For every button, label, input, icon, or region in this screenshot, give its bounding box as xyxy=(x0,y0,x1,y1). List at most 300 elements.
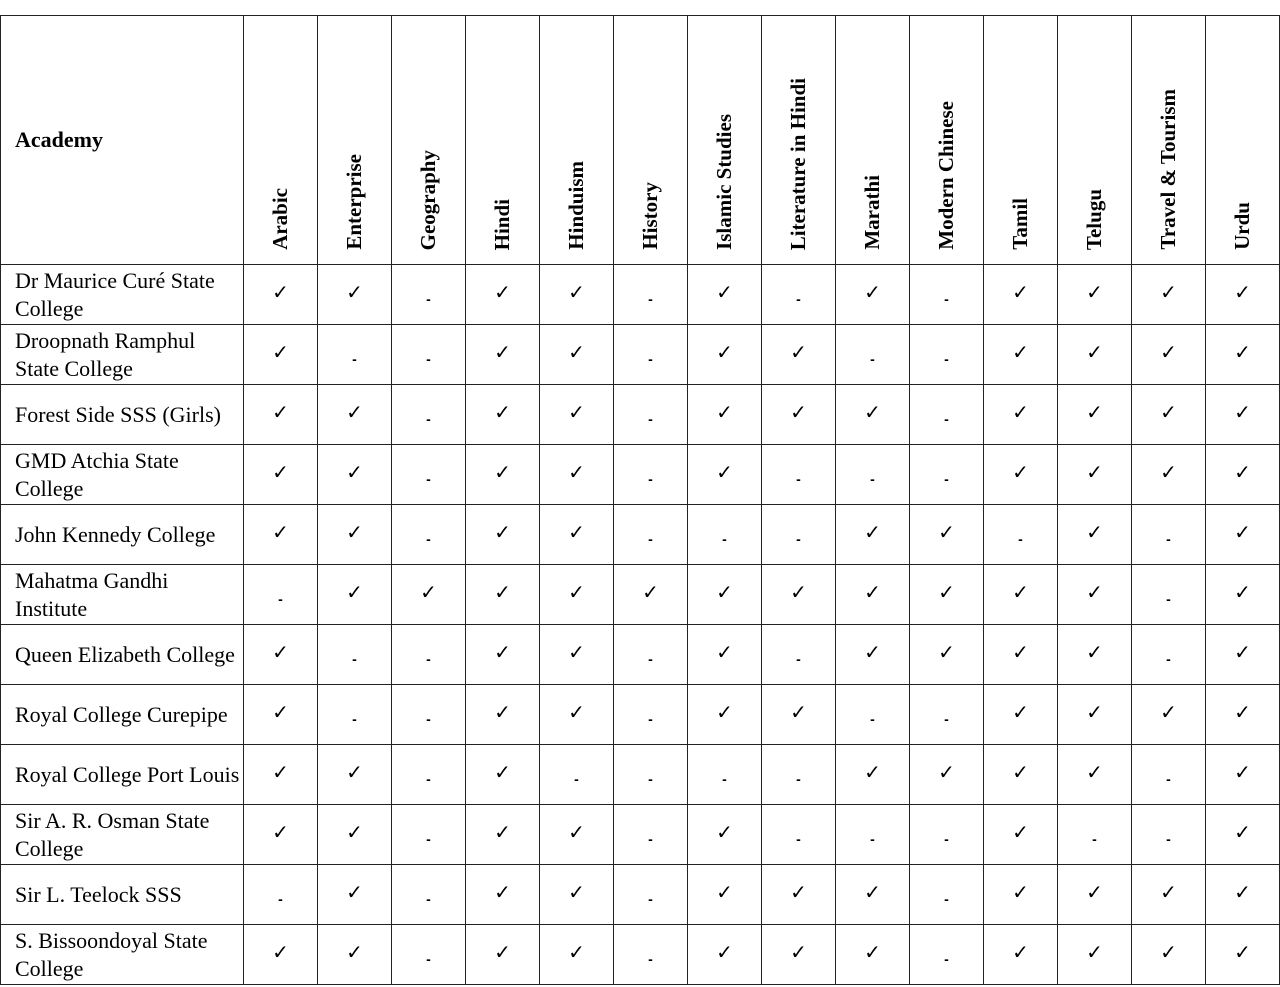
checkmark-icon: ✓ xyxy=(346,279,363,304)
dash-icon: - xyxy=(648,470,653,487)
availability-cell xyxy=(540,385,614,445)
dash-icon: - xyxy=(1166,830,1171,847)
dash-icon: - xyxy=(352,650,357,667)
dash-icon: - xyxy=(352,710,357,727)
dash-icon: - xyxy=(1166,530,1171,547)
column-header-geography xyxy=(392,16,466,265)
availability-cell xyxy=(1132,265,1206,325)
column-header-label: Geography xyxy=(416,149,440,250)
dash-icon: - xyxy=(796,770,801,787)
checkmark-icon: ✓ xyxy=(1086,339,1103,364)
dash-icon: - xyxy=(796,530,801,547)
availability-cell xyxy=(466,865,540,925)
availability-cell xyxy=(1058,265,1132,325)
availability-cell xyxy=(1132,325,1206,385)
dash-icon: - xyxy=(426,470,431,487)
checkmark-icon: ✓ xyxy=(568,819,585,844)
availability-cell xyxy=(984,625,1058,685)
availability-cell xyxy=(762,685,836,745)
academy-name: Royal College Curepipe xyxy=(1,685,244,745)
checkmark-icon: ✓ xyxy=(1012,279,1029,304)
checkmark-icon: ✓ xyxy=(864,519,881,544)
checkmark-icon: ✓ xyxy=(790,699,807,724)
checkmark-icon: ✓ xyxy=(272,819,289,844)
availability-cell xyxy=(466,265,540,325)
availability-cell xyxy=(984,925,1058,985)
availability-cell xyxy=(244,745,318,805)
availability-cell xyxy=(318,865,392,925)
checkmark-icon: ✓ xyxy=(790,339,807,364)
dash-icon: - xyxy=(648,890,653,907)
checkmark-icon: ✓ xyxy=(790,879,807,904)
dash-icon: - xyxy=(722,770,727,787)
availability-cell xyxy=(836,325,910,385)
dash-icon: - xyxy=(426,830,431,847)
dash-icon: - xyxy=(944,890,949,907)
availability-cell xyxy=(540,925,614,985)
academy-name: Droopnath Ramphul State College xyxy=(1,325,244,385)
availability-cell xyxy=(836,565,910,625)
dash-icon: - xyxy=(426,890,431,907)
dash-icon: - xyxy=(796,650,801,667)
dash-icon: - xyxy=(944,290,949,307)
availability-cell xyxy=(540,625,614,685)
availability-cell xyxy=(762,265,836,325)
checkmark-icon: ✓ xyxy=(1234,939,1251,964)
checkmark-icon: ✓ xyxy=(1012,699,1029,724)
availability-cell xyxy=(614,865,688,925)
availability-cell xyxy=(688,505,762,565)
availability-cell xyxy=(392,865,466,925)
checkmark-icon: ✓ xyxy=(1234,339,1251,364)
dash-icon: - xyxy=(426,290,431,307)
availability-cell xyxy=(1206,625,1280,685)
availability-cell xyxy=(984,745,1058,805)
availability-cell xyxy=(1058,925,1132,985)
availability-cell xyxy=(318,625,392,685)
checkmark-icon: ✓ xyxy=(272,759,289,784)
checkmark-icon: ✓ xyxy=(1234,699,1251,724)
checkmark-icon: ✓ xyxy=(494,639,511,664)
academy-name: Sir L. Teelock SSS xyxy=(1,865,244,925)
availability-cell xyxy=(910,505,984,565)
checkmark-icon: ✓ xyxy=(568,459,585,484)
availability-cell xyxy=(1132,625,1206,685)
availability-cell xyxy=(1206,565,1280,625)
availability-cell xyxy=(688,625,762,685)
dash-icon: - xyxy=(648,350,653,367)
availability-cell xyxy=(984,865,1058,925)
availability-cell xyxy=(984,445,1058,505)
availability-cell xyxy=(244,805,318,865)
checkmark-icon: ✓ xyxy=(1160,699,1177,724)
availability-cell xyxy=(540,685,614,745)
checkmark-icon: ✓ xyxy=(1086,939,1103,964)
availability-cell xyxy=(1206,685,1280,745)
dash-icon: - xyxy=(648,410,653,427)
availability-cell xyxy=(688,325,762,385)
availability-cell xyxy=(540,565,614,625)
availability-cell xyxy=(688,445,762,505)
availability-cell xyxy=(318,925,392,985)
checkmark-icon: ✓ xyxy=(716,579,733,604)
dash-icon: - xyxy=(426,410,431,427)
availability-cell xyxy=(318,385,392,445)
checkmark-icon: ✓ xyxy=(494,759,511,784)
availability-cell xyxy=(1206,385,1280,445)
availability-cell xyxy=(1206,745,1280,805)
column-header-label: Hindi xyxy=(490,198,514,250)
checkmark-icon: ✓ xyxy=(716,699,733,724)
checkmark-icon: ✓ xyxy=(790,579,807,604)
checkmark-icon: ✓ xyxy=(716,819,733,844)
checkmark-icon: ✓ xyxy=(1086,519,1103,544)
availability-cell xyxy=(614,805,688,865)
availability-cell xyxy=(614,325,688,385)
availability-cell xyxy=(836,865,910,925)
checkmark-icon: ✓ xyxy=(346,519,363,544)
checkmark-icon: ✓ xyxy=(1086,459,1103,484)
column-header-label: Literature in Hindi xyxy=(786,77,810,250)
checkmark-icon: ✓ xyxy=(1160,399,1177,424)
availability-cell xyxy=(836,805,910,865)
availability-cell xyxy=(688,265,762,325)
availability-cell xyxy=(836,385,910,445)
dash-icon: - xyxy=(944,950,949,967)
availability-cell xyxy=(910,565,984,625)
checkmark-icon: ✓ xyxy=(568,639,585,664)
availability-cell xyxy=(910,265,984,325)
checkmark-icon: ✓ xyxy=(864,579,881,604)
availability-cell xyxy=(1058,505,1132,565)
checkmark-icon: ✓ xyxy=(1086,759,1103,784)
dash-icon: - xyxy=(870,350,875,367)
availability-cell xyxy=(614,925,688,985)
dash-icon: - xyxy=(648,830,653,847)
availability-cell xyxy=(836,925,910,985)
checkmark-icon: ✓ xyxy=(494,339,511,364)
availability-cell xyxy=(244,445,318,505)
dash-icon: - xyxy=(278,890,283,907)
availability-cell xyxy=(392,745,466,805)
checkmark-icon: ✓ xyxy=(864,279,881,304)
column-header-label: Modern Chinese xyxy=(934,101,958,250)
checkmark-icon: ✓ xyxy=(1160,879,1177,904)
checkmark-icon: ✓ xyxy=(1160,339,1177,364)
table-row xyxy=(1,925,1280,985)
checkmark-icon: ✓ xyxy=(716,879,733,904)
checkmark-icon: ✓ xyxy=(272,939,289,964)
dash-icon: - xyxy=(648,650,653,667)
availability-cell xyxy=(1206,505,1280,565)
table-body xyxy=(1,265,1280,985)
checkmark-icon: ✓ xyxy=(1012,459,1029,484)
dash-icon: - xyxy=(648,770,653,787)
availability-cell xyxy=(688,685,762,745)
availability-cell xyxy=(1058,685,1132,745)
checkmark-icon: ✓ xyxy=(1012,819,1029,844)
checkmark-icon: ✓ xyxy=(272,399,289,424)
checkmark-icon: ✓ xyxy=(568,399,585,424)
dash-icon: - xyxy=(1166,590,1171,607)
checkmark-icon: ✓ xyxy=(938,519,955,544)
checkmark-icon: ✓ xyxy=(790,399,807,424)
academy-name: Sir A. R. Osman State College xyxy=(1,805,244,865)
availability-cell xyxy=(466,445,540,505)
column-header-hindi xyxy=(466,16,540,265)
dash-icon: - xyxy=(796,290,801,307)
column-header-label: Travel & Tourism xyxy=(1156,89,1180,250)
availability-cell xyxy=(1058,385,1132,445)
column-header-marathi xyxy=(836,16,910,265)
checkmark-icon: ✓ xyxy=(346,459,363,484)
column-header-tamil xyxy=(984,16,1058,265)
column-header-label: Hinduism xyxy=(564,161,588,250)
checkmark-icon: ✓ xyxy=(1234,639,1251,664)
dash-icon: - xyxy=(426,710,431,727)
column-header-academy: Academy xyxy=(1,16,244,265)
availability-cell xyxy=(318,805,392,865)
column-header-label: Tamil xyxy=(1008,198,1032,250)
academy-name: Mahatma Gandhi Institute xyxy=(1,565,244,625)
dash-icon: - xyxy=(870,710,875,727)
checkmark-icon: ✓ xyxy=(494,879,511,904)
checkmark-icon: ✓ xyxy=(420,579,437,604)
availability-cell xyxy=(984,385,1058,445)
dash-icon: - xyxy=(648,290,653,307)
column-header-history xyxy=(614,16,688,265)
availability-cell xyxy=(910,445,984,505)
column-header-label: Islamic Studies xyxy=(712,114,736,250)
availability-cell xyxy=(244,865,318,925)
availability-cell xyxy=(318,745,392,805)
column-header-modern-chinese xyxy=(910,16,984,265)
availability-cell xyxy=(466,745,540,805)
academy-name: GMD Atchia State College xyxy=(1,445,244,505)
checkmark-icon: ✓ xyxy=(494,279,511,304)
availability-cell xyxy=(392,325,466,385)
academy-name: Queen Elizabeth College xyxy=(1,625,244,685)
availability-cell xyxy=(540,745,614,805)
table-row xyxy=(1,505,1280,565)
checkmark-icon: ✓ xyxy=(1012,399,1029,424)
availability-cell xyxy=(762,865,836,925)
availability-cell xyxy=(688,565,762,625)
checkmark-icon: ✓ xyxy=(272,639,289,664)
availability-cell xyxy=(614,685,688,745)
subject-availability-table xyxy=(0,15,1280,985)
availability-cell xyxy=(244,505,318,565)
column-header-label: Enterprise xyxy=(342,154,366,250)
checkmark-icon: ✓ xyxy=(272,279,289,304)
checkmark-icon: ✓ xyxy=(1012,579,1029,604)
checkmark-icon: ✓ xyxy=(272,519,289,544)
availability-cell xyxy=(1132,505,1206,565)
checkmark-icon: ✓ xyxy=(494,699,511,724)
checkmark-icon: ✓ xyxy=(1234,579,1251,604)
availability-cell xyxy=(244,265,318,325)
column-header-label: Urdu xyxy=(1230,202,1254,250)
availability-cell xyxy=(1132,805,1206,865)
availability-cell xyxy=(466,505,540,565)
dash-icon: - xyxy=(796,470,801,487)
checkmark-icon: ✓ xyxy=(1234,279,1251,304)
column-header-arabic xyxy=(244,16,318,265)
checkmark-icon: ✓ xyxy=(938,759,955,784)
checkmark-icon: ✓ xyxy=(1086,879,1103,904)
availability-cell xyxy=(1132,685,1206,745)
dash-icon: - xyxy=(426,950,431,967)
availability-cell xyxy=(466,325,540,385)
column-header-enterprise xyxy=(318,16,392,265)
checkmark-icon: ✓ xyxy=(1012,939,1029,964)
availability-cell xyxy=(762,625,836,685)
availability-cell xyxy=(244,325,318,385)
dash-icon: - xyxy=(796,830,801,847)
availability-cell xyxy=(910,385,984,445)
availability-cell xyxy=(614,565,688,625)
checkmark-icon: ✓ xyxy=(716,339,733,364)
table-row xyxy=(1,325,1280,385)
column-header-urdu xyxy=(1206,16,1280,265)
checkmark-icon: ✓ xyxy=(1234,819,1251,844)
checkmark-icon: ✓ xyxy=(1234,399,1251,424)
checkmark-icon: ✓ xyxy=(1012,879,1029,904)
availability-cell xyxy=(392,805,466,865)
column-header-islamic-studies xyxy=(688,16,762,265)
availability-cell xyxy=(244,385,318,445)
dash-icon: - xyxy=(870,830,875,847)
checkmark-icon: ✓ xyxy=(568,939,585,964)
checkmark-icon: ✓ xyxy=(1234,459,1251,484)
column-header-literature-in-hindi xyxy=(762,16,836,265)
checkmark-icon: ✓ xyxy=(272,339,289,364)
checkmark-icon: ✓ xyxy=(1160,939,1177,964)
checkmark-icon: ✓ xyxy=(790,939,807,964)
checkmark-icon: ✓ xyxy=(494,579,511,604)
availability-cell xyxy=(762,325,836,385)
availability-cell xyxy=(836,685,910,745)
availability-cell xyxy=(1206,865,1280,925)
checkmark-icon: ✓ xyxy=(1086,699,1103,724)
checkmark-icon: ✓ xyxy=(1012,639,1029,664)
column-header-label: Telugu xyxy=(1082,188,1106,250)
availability-cell xyxy=(984,265,1058,325)
availability-cell xyxy=(1206,325,1280,385)
checkmark-icon: ✓ xyxy=(864,879,881,904)
table-row xyxy=(1,445,1280,505)
dash-icon: - xyxy=(944,710,949,727)
availability-cell xyxy=(1058,445,1132,505)
availability-cell xyxy=(1132,925,1206,985)
checkmark-icon: ✓ xyxy=(346,579,363,604)
dash-icon: - xyxy=(1166,650,1171,667)
checkmark-icon: ✓ xyxy=(642,579,659,604)
availability-cell xyxy=(984,565,1058,625)
academy-name: John Kennedy College xyxy=(1,505,244,565)
checkmark-icon: ✓ xyxy=(1234,759,1251,784)
checkmark-icon: ✓ xyxy=(864,639,881,664)
column-header-label: Marathi xyxy=(860,175,884,250)
dash-icon: - xyxy=(944,470,949,487)
availability-cell xyxy=(392,565,466,625)
availability-cell xyxy=(244,925,318,985)
checkmark-icon: ✓ xyxy=(1086,639,1103,664)
checkmark-icon: ✓ xyxy=(716,939,733,964)
dash-icon: - xyxy=(1166,770,1171,787)
availability-cell xyxy=(540,445,614,505)
availability-cell xyxy=(466,625,540,685)
checkmark-icon: ✓ xyxy=(346,759,363,784)
availability-cell xyxy=(1058,745,1132,805)
academy-name: Dr Maurice Curé State College xyxy=(1,265,244,325)
checkmark-icon: ✓ xyxy=(864,759,881,784)
table-row xyxy=(1,805,1280,865)
availability-cell xyxy=(688,385,762,445)
checkmark-icon: ✓ xyxy=(1234,879,1251,904)
subject-availability-table-container xyxy=(0,15,1280,985)
availability-cell xyxy=(318,505,392,565)
availability-cell xyxy=(688,805,762,865)
checkmark-icon: ✓ xyxy=(864,939,881,964)
dash-icon: - xyxy=(574,770,579,787)
table-row xyxy=(1,385,1280,445)
availability-cell xyxy=(1206,805,1280,865)
checkmark-icon: ✓ xyxy=(1234,519,1251,544)
dash-icon: - xyxy=(944,350,949,367)
availability-cell xyxy=(540,865,614,925)
dash-icon: - xyxy=(722,530,727,547)
availability-cell xyxy=(540,325,614,385)
checkmark-icon: ✓ xyxy=(568,579,585,604)
availability-cell xyxy=(910,925,984,985)
checkmark-icon: ✓ xyxy=(1160,279,1177,304)
availability-cell xyxy=(1058,325,1132,385)
checkmark-icon: ✓ xyxy=(1086,279,1103,304)
availability-cell xyxy=(318,445,392,505)
checkmark-icon: ✓ xyxy=(568,699,585,724)
availability-cell xyxy=(836,745,910,805)
availability-cell xyxy=(762,505,836,565)
availability-cell xyxy=(540,805,614,865)
availability-cell xyxy=(540,265,614,325)
availability-cell xyxy=(836,445,910,505)
academy-name: Forest Side SSS (Girls) xyxy=(1,385,244,445)
academy-name: S. Bissoondoyal State College xyxy=(1,925,244,985)
availability-cell xyxy=(984,325,1058,385)
availability-cell xyxy=(392,505,466,565)
checkmark-icon: ✓ xyxy=(1160,459,1177,484)
column-header-label: Arabic xyxy=(268,188,292,250)
dash-icon: - xyxy=(426,350,431,367)
availability-cell xyxy=(910,625,984,685)
availability-cell xyxy=(1206,925,1280,985)
availability-cell xyxy=(466,385,540,445)
dash-icon: - xyxy=(944,830,949,847)
availability-cell xyxy=(614,505,688,565)
availability-cell xyxy=(318,565,392,625)
availability-cell xyxy=(836,505,910,565)
table-row xyxy=(1,865,1280,925)
availability-cell xyxy=(318,685,392,745)
availability-cell xyxy=(466,685,540,745)
availability-cell xyxy=(392,265,466,325)
availability-cell xyxy=(762,805,836,865)
table-row xyxy=(1,565,1280,625)
checkmark-icon: ✓ xyxy=(716,279,733,304)
availability-cell xyxy=(762,385,836,445)
availability-cell xyxy=(688,925,762,985)
